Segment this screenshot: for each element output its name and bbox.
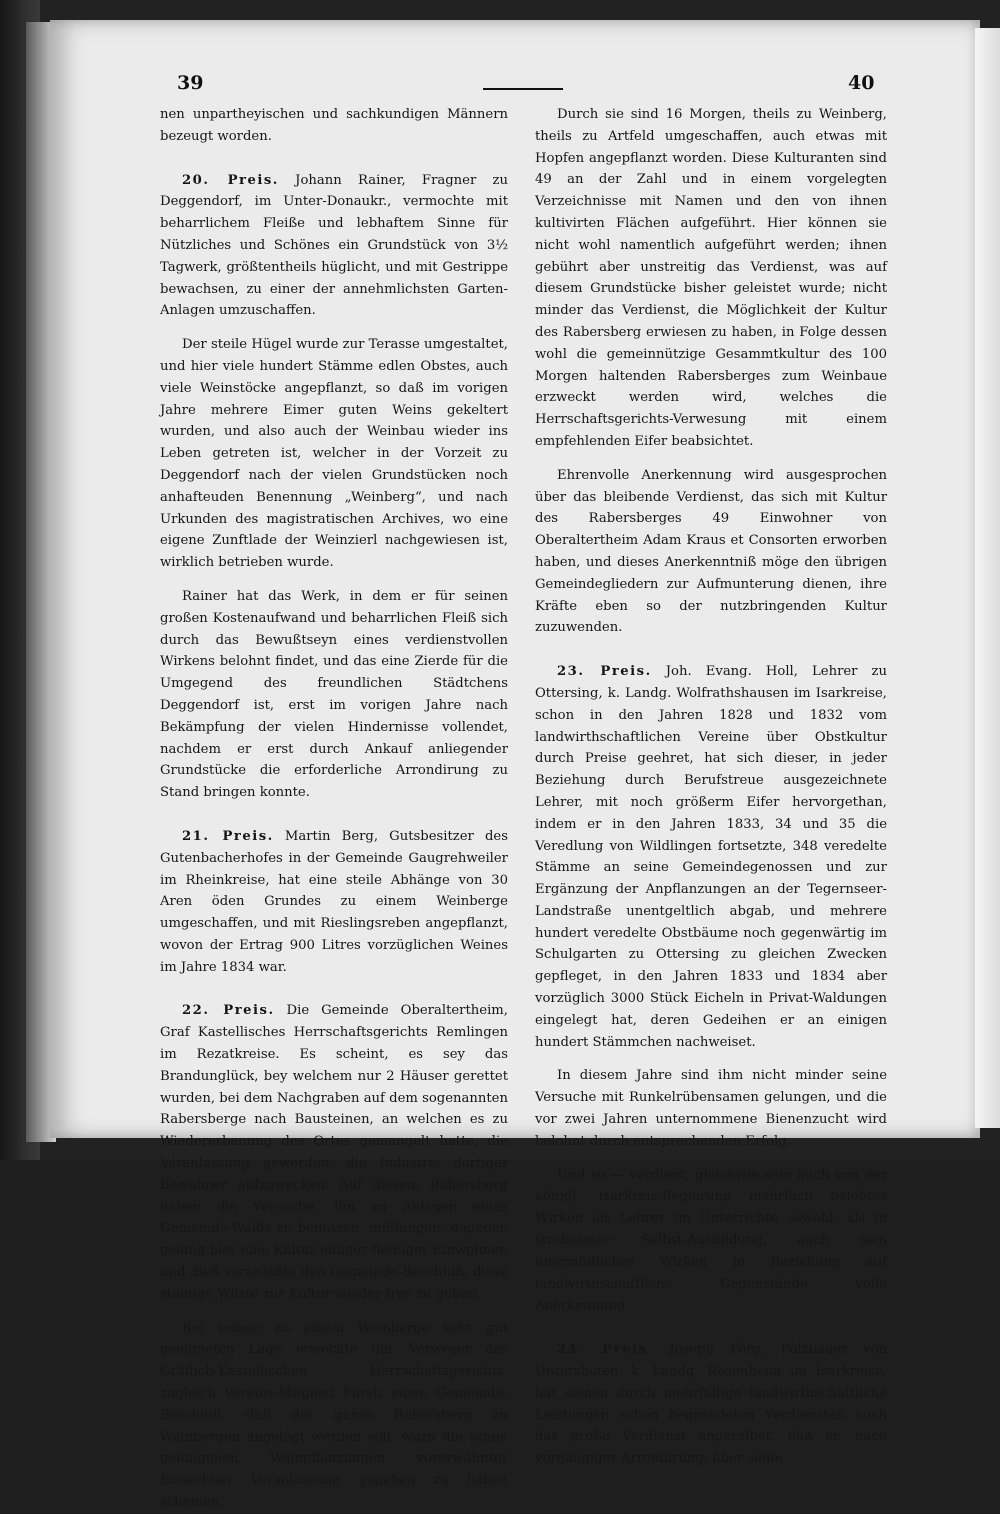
right-page-number: 40 (848, 72, 875, 94)
paragraph-text: Der steile Hügel wurde zur Terasse umgestaltet, und hier viele hundert Stämme edlen Obstes, auch viele Weinstöcke angepflanzt, so daß im vorigen Jahre mehrere Eimer guten Weins gekeltert wurden, und also auch der Weinbau wieder ins Leben getreten ist, welcher in der Vorzeit zu Deggendorf nach der vielen Grundstücken noch anhafteuden Benennung „Weinberg“, und nach Urkunden des magistratischen Archives, wo eine eigene Zunftlade der Weinzierl nachgewiesen ist, wirklich betrieben wurde. (160, 337, 508, 571)
prize-label: 21. Preis. (182, 828, 274, 844)
prize-paragraph (535, 661, 887, 1053)
right-text-column (535, 104, 887, 1470)
paragraph (535, 1165, 887, 1318)
paragraph-text: Ehrenvolle Anerkennung wird ausgesprochen über das bleibende Verdienst, das sich mit Kultur des Rabersberges 49 Einwohner von Oberaltertheim Adam Kraus et Consorten erworben haben, und dieses Anerkenntniß möge den übrigen Gemeindegliedern zur Aufmunterung dienen, ihre Kräfte eben so der nutzbringenden Kultur zuzuwenden. (535, 467, 887, 636)
paragraph-text: Und so — verdient, gleichwie sein auch von der königl. Isarkreis-Regierung mehrfach belobtes Wirken als Lehrer im Unterrichte sowohl, als in strebsamer Selbst-Ausbildung, auch sein unermüdliches Wirken in Beziehung auf landwirthschaftliche Gegenstände volle Anerkennung. (535, 1167, 887, 1314)
paragraph-text: Rainer hat das Werk, in dem er für seinen großen Kostenaufwand und beharrlichen Fleiß sich durch das Bewußtseyn eines verdienstvollen Wirkens belohnt findet, und das eine Zierde für die Umgegend des freundlichen Städtchens Deggendorf ist, erst im vorigen Jahre nach Bekämpfung der vielen Hindernisse vollendet, nachdem er erst durch Ankauf anliegender Grundstücke die erforderliche Arrondirung zu Stand bringen konnte. (160, 588, 508, 801)
prize-paragraph (535, 1339, 887, 1470)
paragraph (160, 586, 508, 804)
left-text-column (160, 104, 508, 1514)
prize-label: 22. Preis. (182, 1003, 275, 1019)
paragraph (160, 334, 508, 574)
paragraph-text: Johann Rainer, Fragner zu Deggendorf, im Unter-Donaukr., vermochte mit beharrlichem Fleiße und lebhaftem Sinne für Nützliches und Schönes ein Grundstück von 3½ Tagwerk, größtentheils hüglicht, und mit Gestrippe bewachsen, zu einer der annehmlichsten Garten-Anlagen umzuschaffen. (160, 172, 508, 319)
paragraph-text: Die Gemeinde Oberaltertheim, Graf Kastellisches Herrschaftsgerichts Remlingen im Rezatkreise. Es scheint, es sey das Brandunglück, bey welchem nur 2 Häuser gerettet wurden, bei dem Nachgraben auf dem sogenannten Rabersberge nach Bausteinen, an welchen es zu Wiedererbauung des Ortes gemangelt hatte, die Veranlassung geworden, die Industrie dortiger Bewohner aufzuwecken. Auf diesem Rabersberg haben die Versuche, ihn zu Anlagen eines Gemeinde-Walds zu benutzen, mißlungen; dagegen gelang hier eine Kultur einiger fleißiger Einwohner, und dieß veranlaßte den Gemeinde-Beschluß, diese steinige Wüste zur Kultur wieder frey zu geben. (160, 1003, 508, 1302)
left-page-number: 39 (177, 72, 204, 94)
paragraph-text: Bei seiner, zu einem Weinberge sehr gut geeigneten Lage erweckte der Verweser des Gräflich-Kastellischen Herrschaftsgerichts, zugleich Vereins-Mitglied Fürst, einen Gemeinde-Beschluß, daß der ganze Rabersberg zu Weinbergen angelegt werden soll, wozu die schon gelungenen Weinpflanzungen vorerwähnter Einwohner Veranlassung gegeben zu haben scheinen. (160, 1320, 508, 1511)
paragraph-text: Martin Berg, Gutsbesitzer des Gutenbacherhofes in der Gemeinde Gaugrehweiler im Rheinkreise, hat eine steile Abhänge von 30 Aren öden Grundes zu einem Weinberge umgeschaffen, und mit Rieslingsreben angepflanzt, wovon der Ertrag 900 Litres vorzüglichen Weines im Jahre 1834 war. (160, 828, 508, 975)
paragraph-text: In diesem Jahre sind ihm nicht minder seine Versuche mit Runkelrübensamen gelungen, und die vor zwei Jahren unternommene Bienenzucht wird belohnt durch entsprechenden Erfolg. (535, 1068, 887, 1149)
right-page-edge (975, 28, 1000, 1128)
paragraph (535, 465, 887, 639)
page-header (0, 72, 1000, 106)
prize-paragraph (160, 170, 508, 323)
paragraph (535, 1065, 887, 1152)
prize-paragraph (160, 826, 508, 979)
paragraph-text: nen unpartheyischen und sachkundigen Männern bezeugt worden. (160, 107, 508, 144)
prize-label: 23. Preis. (557, 664, 652, 680)
prize-paragraph (160, 1000, 508, 1305)
prize-label: 20. Preis. (182, 172, 279, 188)
header-rule (483, 88, 563, 90)
paragraph (535, 104, 887, 453)
paragraph-text: Joh. Evang. Holl, Lehrer zu Ottersing, k. Landg. Wolfrathshausen im Isarkreise, schon in den Jahren 1828 und 1832 vom landwirthschaftlichen Vereine über Obstkultur durch Preise geehret, hat sich dieser, in jeder Beziehung durch Berufstreue ausgezeichnete Lehrer, mit noch größerm Eifer hervorgethan, indem er in den Jahren 1833, 34 und 35 die Veredlung von Wildlingen fortsetzte, 348 veredelte Stämme an seine Gemeindegenossen und zur Ergänzung der Anpflanzungen an der Tegernseer-Landstraße unentgeltlich abgab, und mehrere hundert veredelte Obstbäume noch gegenwärtig im Schulgarten zu Ottersing zu gleichen Zwecken gepfleget, in den Jahren 1833 und 1834 aber vorzüglich 3000 Stück Eicheln in Privat-Waldungen eingelegt hat, deren Gedeihen er an einigen hundert Stämmchen nachweiset. (535, 664, 887, 1050)
paragraph-text: Durch sie sind 16 Morgen, theils zu Weinberg, theils zu Artfeld umgeschaffen, auch etwas mit Hopfen angepflanzt worden. Diese Kulturanten sind 49 an der Zahl und in einem vorgelegten Verzeichnisse mit Namen und den von ihnen kultivirten Flächen aufgeführt. Hier können sie nicht wohl namentlich aufgeführt werden; ihnen gebührt aber unstreitig das Verdienst, was auf diesem Grundstücke bisher geleistet wurde; nicht minder das Verdienst, die Möglichkeit der Kultur des Rabersberg erwiesen zu haben, in Folge dessen wohl die gemeinnützige Gesammtkultur des 100 Morgen haltenden Rabersberges zum Weinbaue erzweckt werden wird, welches die Herrschaftsgerichts-Verwesung mit einem empfehlenden Eifer beabsichtet. (535, 107, 887, 449)
paragraph-text: Joseph Förg, Polzbauer von Untershofen, k. Landg. Rosenheim im Isarkreise, hat seinen durch mehrfältige landwirthschaftliche Leistungen schon begründeten Verdiensten auch das große Verdienst angereihet, daß er, nach vorgängiger Arrondirung, über seine (535, 1342, 887, 1467)
paragraph (160, 1318, 508, 1514)
paragraph-continuation (160, 104, 508, 148)
prize-label: 24. Preis. (557, 1342, 654, 1358)
